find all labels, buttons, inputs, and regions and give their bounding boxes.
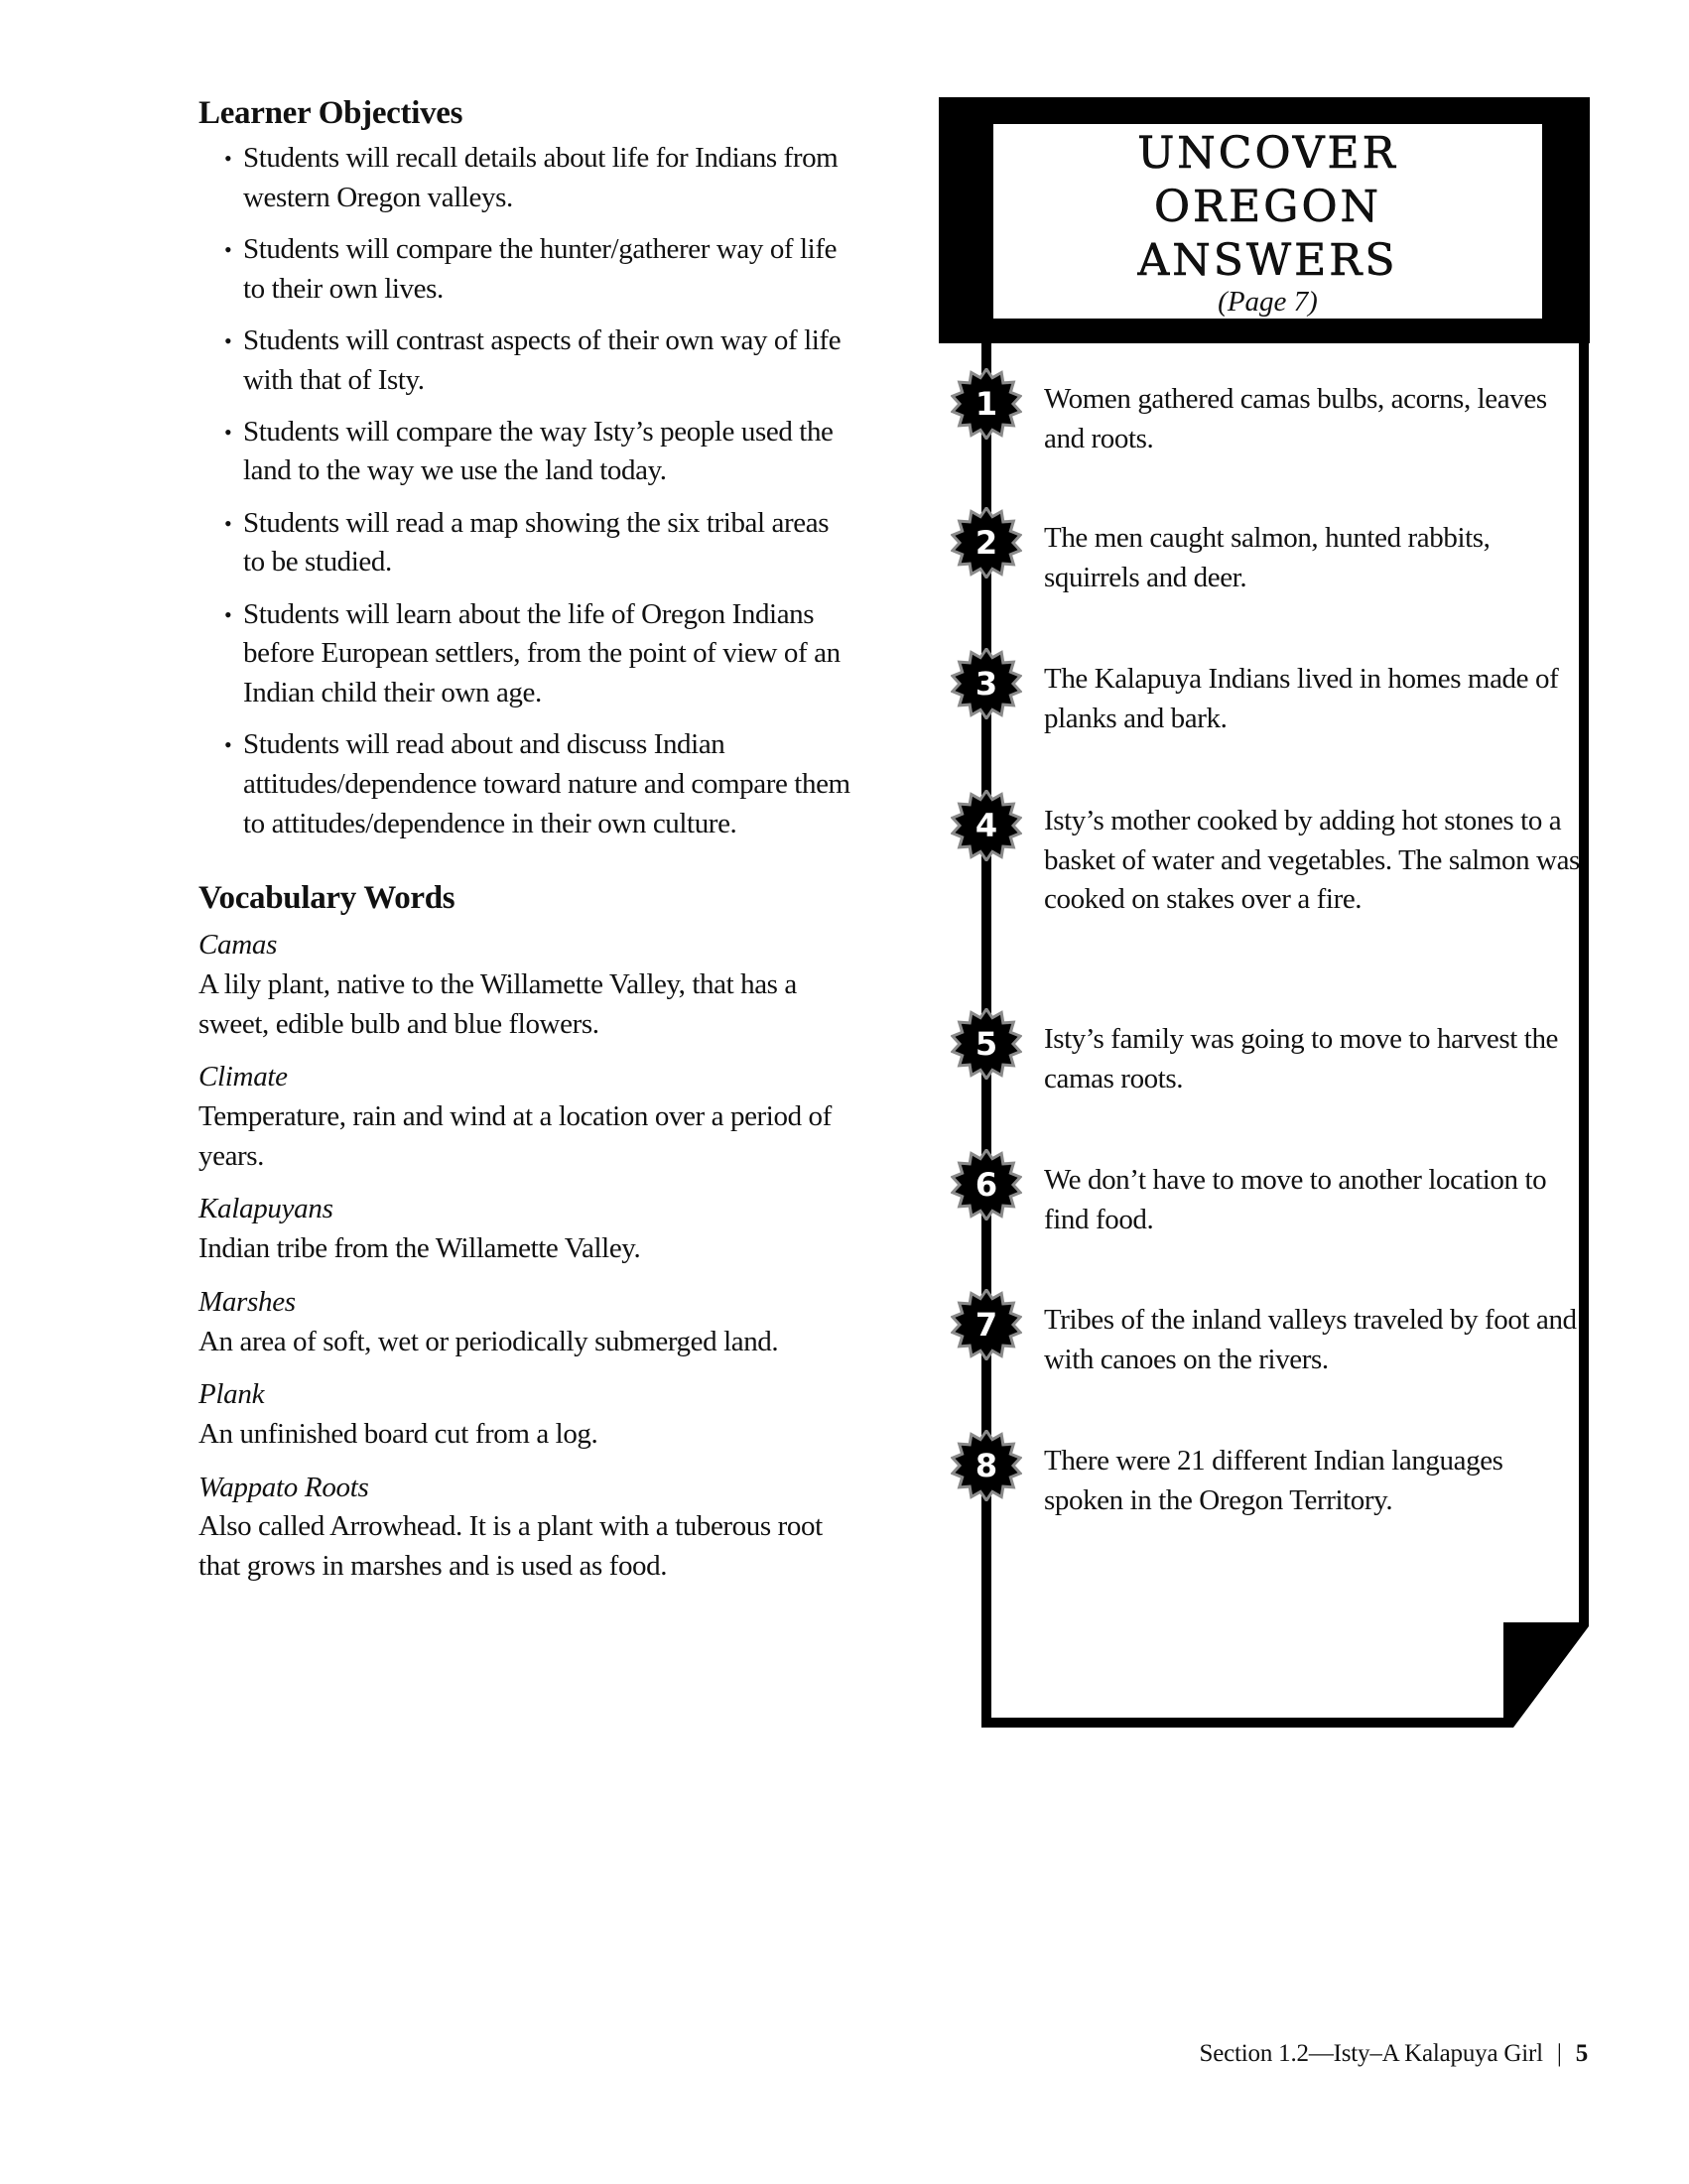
answer-number: 1	[974, 385, 998, 423]
folded-corner-icon	[1503, 1585, 1591, 1728]
number-badge-icon	[951, 368, 1022, 440]
bullet-icon: •	[224, 732, 232, 758]
objective-item: • Students will learn about the life of Oregon Indians before European settlers, from the point of view of an Indian child their own age.	[198, 595, 853, 713]
answer-number: 2	[974, 524, 998, 562]
vocabulary-heading: Vocabulary Words	[198, 880, 455, 917]
objective-item: • Students will read about and discuss Indian attitudes/dependence toward nature and compare them to attitudes/dependence in their own culture.	[198, 725, 853, 843]
answer-number: 5	[974, 1025, 998, 1063]
answer-number: 6	[974, 1166, 998, 1204]
answers-box-bottom-border	[981, 1718, 1513, 1728]
answer-text: Tribes of the inland valleys traveled by foot and with canoes on the rivers.	[1044, 1304, 1577, 1375]
objective-item: • Students will contrast aspects of their own way of life with that of Isty.	[198, 321, 853, 400]
page-footer	[1200, 2040, 1588, 2068]
page-number: 5	[1575, 2040, 1588, 2067]
answers-title-line: OREGON	[1153, 182, 1382, 232]
objective-item: • Students will compare the hunter/gatherer way of life to their own lives.	[198, 230, 853, 309]
objective-item: • Students will read a map showing the six tribal areas to be studied.	[198, 504, 853, 582]
left-column	[198, 91, 853, 1587]
answers-title-line: ANSWERS	[1137, 235, 1398, 286]
vocabulary-section	[198, 876, 853, 1587]
vocab-term: Wappato Roots	[198, 1471, 369, 1503]
answers-box-right-border	[1579, 337, 1589, 1588]
vocab-definition: An unfinished board cut from a log.	[198, 1417, 598, 1450]
answer-number: 7	[974, 1306, 998, 1344]
answer-text: Women gathered camas bulbs, acorns, leaves and roots.	[1044, 383, 1547, 454]
vocab-term: Plank	[198, 1378, 265, 1411]
number-badge-icon	[951, 507, 1022, 578]
answer-text: Isty’s mother cooked by adding hot stones to a basket of water and vegetables. The salmon was cooked on stakes over a fire.	[1044, 805, 1580, 916]
bullet-icon: •	[224, 510, 232, 536]
objective-item: • Students will recall details about life for Indians from western Oregon valleys.	[198, 139, 853, 217]
answer-text: The Kalapuya Indians lived in homes made of planks and bark.	[1044, 663, 1559, 734]
footer-section-title: Section 1.2—Isty–A Kalapuya Girl	[1199, 2040, 1543, 2067]
number-badge-icon	[951, 1008, 1022, 1080]
bullet-icon: •	[224, 327, 232, 353]
answer-text: The men caught salmon, hunted rabbits, squirrels and deer.	[1044, 522, 1491, 593]
answers-header-panel	[993, 124, 1542, 319]
answers-subtitle: (Page 7)	[1218, 286, 1318, 318]
answer-number: 8	[974, 1447, 998, 1484]
answers-title-line: UNCOVER	[1137, 128, 1398, 179]
objectives-heading: Learner Objectives	[198, 95, 463, 131]
vocab-term: Marshes	[198, 1285, 296, 1318]
footer-separator: |	[1556, 2040, 1562, 2067]
vocab-definition: A lily plant, native to the Willamette Valley, that has a sweet, edible bulb and blue flowers.	[198, 967, 797, 1040]
bullet-icon: •	[224, 146, 232, 171]
number-badge-icon	[951, 1430, 1022, 1501]
vocab-term: Kalapuyans	[198, 1193, 333, 1225]
number-badge-icon	[951, 1289, 1022, 1360]
number-badge-icon	[951, 790, 1022, 861]
vocab-definition: Indian tribe from the Willamette Valley.	[198, 1232, 641, 1265]
answer-text: We don’t have to move to another location to find food.	[1044, 1164, 1547, 1235]
answer-text: There were 21 different Indian languages spoken in the Oregon Territory.	[1044, 1445, 1503, 1516]
number-badge-icon	[951, 1149, 1022, 1220]
vocab-term: Climate	[198, 1061, 288, 1093]
vocab-definition: Also called Arrowhead. It is a plant with a tuberous root that grows in marshes and is used as food.	[198, 1510, 823, 1583]
vocab-definition: Temperature, rain and wind at a location over a period of years.	[198, 1100, 832, 1172]
answer-text: Isty’s family was going to move to harvest the camas roots.	[1044, 1023, 1559, 1094]
bullet-icon: •	[224, 419, 232, 445]
answer-number: 4	[974, 807, 998, 844]
bullet-icon: •	[224, 236, 232, 262]
vocab-definition: An area of soft, wet or periodically submerged land.	[198, 1325, 779, 1357]
number-badge-icon	[951, 648, 1022, 719]
answer-number: 3	[974, 665, 998, 703]
bullet-icon: •	[224, 601, 232, 627]
vocab-term: Camas	[198, 929, 278, 962]
objective-item: • Students will compare the way Isty’s people used the land to the way we use the land today.	[198, 413, 853, 491]
objectives-list	[198, 139, 853, 843]
